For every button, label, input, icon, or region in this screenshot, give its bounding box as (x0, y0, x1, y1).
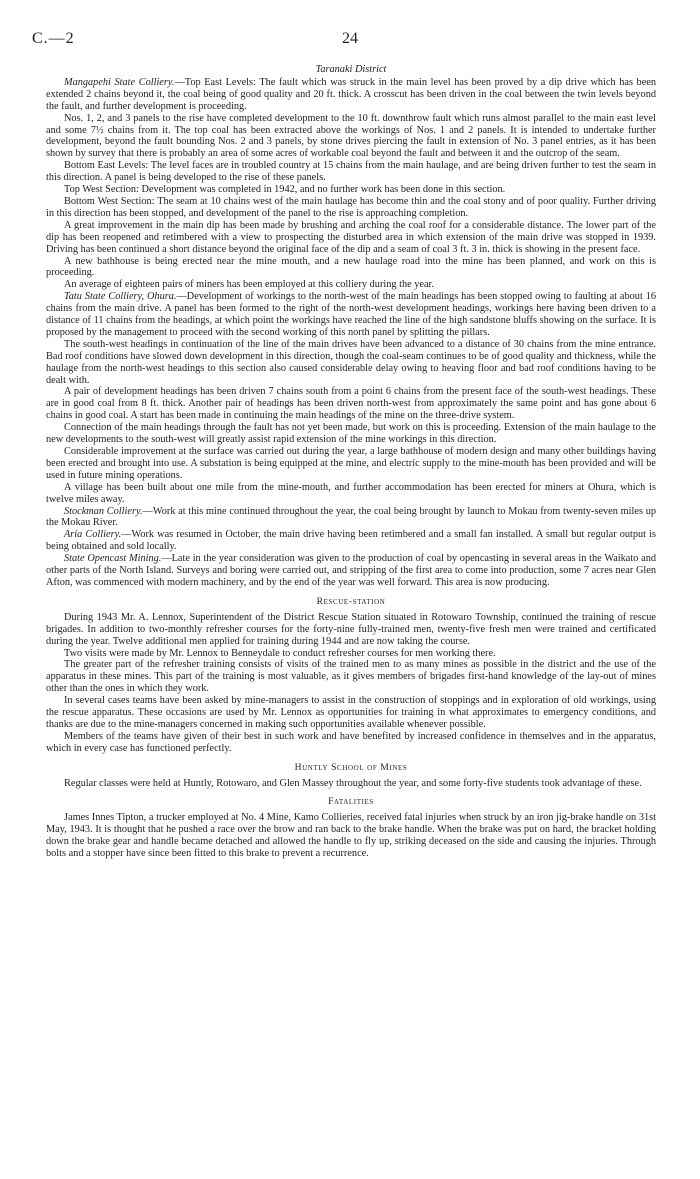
paragraph (46, 196, 656, 220)
paragraph-text: A great improvement in the main dip has been made by brushing and arching the coal roof for a considerable distance. The lower part of the dip has been reopened and retimbered with a view to prospecting the disturbed area in which extension of the main drive was stopped in 1939. Driving has been continued a short distance beyond the original face of the dip and a seam of coal 3 ft. 3 in. thick is showing in the present face. (46, 219, 656, 255)
paragraph-lead: State Opencast Mining. (64, 553, 162, 565)
paragraph (46, 160, 656, 184)
paragraph: Two visits were made by Mr. Lennox to Benneydale to conduct refresher courses for men working there. (64, 647, 496, 659)
paragraph (46, 386, 656, 422)
paragraph-text: —Top East Levels: The fault which was struck in the main level has been proved by a dip drive which has been extended 2 chains beyond it, the coal being of good quality and 20 ft. thick. A crosscut has been driven in the coal between the twin levels beyond the fault, and further development is proceeding. (46, 76, 656, 112)
paragraph (46, 339, 656, 387)
paragraph (46, 77, 656, 113)
paragraph-text: Connection of the main headings through the fault has not yet been made, but work on this is proceeding. Extension of the main haulage to the new developments to the south-west will greatly assist rapid extension of the mine workings in this direction. (46, 422, 656, 446)
paragraph (46, 529, 656, 553)
paragraph-text: Considerable improvement at the surface was carried out during the year, a large bathhouse of modern design and many other buildings having been erected and brought into use. A substation is being equipped at the mine, and electric supply to the mine-mouth has been provided and will be used in future mining operations. (46, 446, 656, 481)
paragraph-text: Top West Section: Development was completed in 1942, and no further work has been done in this section. (64, 184, 506, 196)
paragraph-lead: Tatu State Colliery, Ohura. (64, 291, 177, 303)
paragraph (46, 446, 656, 482)
paragraph-text: —Development of workings to the north-west of the main headings has been stopped owing to faulting at about 16 chains from the main drive. A panel has been formed to the right of the north-west development headings, workings here having been driven to a distance of 11 chains from the headings, at which point the workings have reached the line of the high sandstone bluffs showing on the surface. It is proposed by the management to proceed with the second working of this north panel by splitting the pillars. (46, 291, 657, 338)
fatalities-heading: Fatalities (328, 796, 374, 808)
paragraph-text: The south-west headings in continuation of the line of the main drives have been advanced to a distance of 30 chains from the mine entrance. Bad roof conditions have slowed down development in this direction, though the coal-seam continues to be of good quality and thickness, while the haulage from the north-west headings to this section also caused considerable delay owing to heaving floor and bad roof conditions having to be dealt with. (46, 338, 656, 386)
paragraph: Regular classes were held at Huntly, Rotowaro, and Glen Massey throughout the year, and some forty-five students took advantage of these. (64, 777, 642, 789)
paragraph-text: A pair of development headings has been driven 7 chains south from a point 6 chains from the present face of the south-west headings. These are in good coal from 8 ft. thick. Another pair of headings has been driven north-west from approximately the same point and has gone about 6 chains in good coal. A start has been made in continuing the main headings of the mine on the three-drive system. (46, 386, 656, 422)
paragraph: The greater part of the refresher training consists of visits of the trained men to as many mines as possible in the district and the use of the apparatus in these mines. This part of the training is most valuable, as it gives members of brigades first-hand knowledge of the lay-out of mines other than the ones in which they work. (46, 659, 656, 695)
paragraph (46, 220, 656, 256)
rescue-station-heading: Rescue-station (316, 595, 386, 607)
paragraph-text: —Late in the year consideration was given to the production of coal by opencasting in several areas in the Waikato and other parts of the North Island. Surveys and boring were carried out, and stripping of the first area to come into production, some 7 acres near Glen Afton, was commenced with modern machinery, and by the end of the year was well forward. This area is now producing. (46, 553, 657, 588)
paragraph-text: An average of eighteen pairs of miners has been employed at this colliery during the year. (64, 279, 434, 291)
paragraph-text: —Work at this mine continued throughout the year, the coal being brought by launch to Mokau from twenty-seven miles up the Mokau River. (46, 505, 657, 529)
paragraph (46, 184, 656, 196)
report-body (46, 64, 656, 860)
paragraph-lead: Stockman Colliery. (64, 505, 143, 517)
paragraph-text: A village has been built about one mile from the mine-mouth, and further accommodation has been erected for miners at Ohura, which is twelve miles away. (46, 481, 656, 505)
taranaki-section (46, 77, 656, 589)
paragraph: In several cases teams have been asked by mine-managers to assist in the construction of stoppings and in exploration of old workings, using the rescue apparatus. These occasions are used by Mr. Lennox as opportunities for training in what approximates to emergency conditions, and thanks are due to the mine-managers concerned in making such opportunities available whenever possible. (46, 695, 656, 730)
running-head (32, 30, 668, 52)
paragraph-text: Nos. 1, 2, and 3 panels to the rise have completed development to the 10 ft. downthrow fault which runs almost parallel to the main east level and some 7½ chains from it. The top coal has been extracted above the workings of Nos. 1 and 2 panels. It is intended to undertake further development, beyond the fault bounding Nos. 2 and 3 panels, by stone drives piercing the fault in extension of No. 3 panel entries, as it has been shown by survey that there is probably an area of some acres of workable coal beyond the fault and between it and the outcrop of the seam. (46, 112, 656, 160)
paragraph (46, 279, 656, 291)
school-section (46, 778, 656, 790)
paragraph (46, 553, 656, 589)
rescue-section (46, 612, 656, 755)
paragraph (46, 113, 656, 161)
paragraph-lead: Aria Colliery. (64, 529, 122, 541)
paragraph (46, 482, 656, 506)
paragraph (46, 256, 656, 280)
paragraph-text: Bottom West Section: The seam at 10 chains west of the main haulage has become thin and the coal stony and of poor quality. Further driving in this direction has been stopped, and development of the panel to the rise is approaching completion. (46, 195, 656, 219)
district-heading: Taranaki District (315, 64, 387, 75)
paragraph (46, 506, 656, 530)
paragraph (46, 422, 656, 446)
fatalities-section (46, 812, 656, 860)
paragraph: Members of the teams have given of their best in such work and have benefited by increased confidence in themselves and in the apparatus, which in every case has functioned perfectly. (46, 730, 656, 754)
paragraph (46, 291, 656, 339)
paragraph-text: Bottom East Levels: The level faces are in troubled country at 15 chains from the main haulage, and are being driven further to test the seam in this direction. A panel is being developed to the rise of these panels. (46, 160, 656, 184)
paragraph: During 1943 Mr. A. Lennox, Superintendent of the District Rescue Station situated in Rotowaro Township, continued the training of rescue brigades. In addition to two-monthly refresher courses for the forty-nine fully-trained men, twenty-five fresh men were trained and certificated during the year. Twelve additional men applied for training during 1944 and are now taking the course. (46, 611, 656, 647)
school-of-mines-heading: Huntly School of Mines (294, 761, 408, 773)
paragraph-text: —Work was resumed in October, the main drive having been retimbered and a small fan installed. A small but regular output is being obtained and sold locally. (46, 529, 656, 553)
page-number: 24 (342, 30, 358, 47)
paragraph-lead: Mangapehi State Colliery. (64, 76, 175, 88)
paragraph: James Innes Tipton, a trucker employed at No. 4 Mine, Kamo Collieries, received fatal injuries when struck by an iron jig-brake handle on 31st May, 1943. It is thought that he pushed a race over the brow and ran back to the brake handle. When the brake was put on hard, the bracket holding down the brake gear and handle became detached and allowed the handle to fly up, striking deceased on the side and causing the injuries. Through bolts and a stopper have since been fitted to this brake to prevent a recurrence. (46, 812, 656, 860)
section-code: C.—2 (32, 30, 75, 47)
paragraph-text: A new bathhouse is being erected near the mine mouth, and a new haulage road into the mine has been planned, and work on this is proceeding. (46, 255, 656, 279)
